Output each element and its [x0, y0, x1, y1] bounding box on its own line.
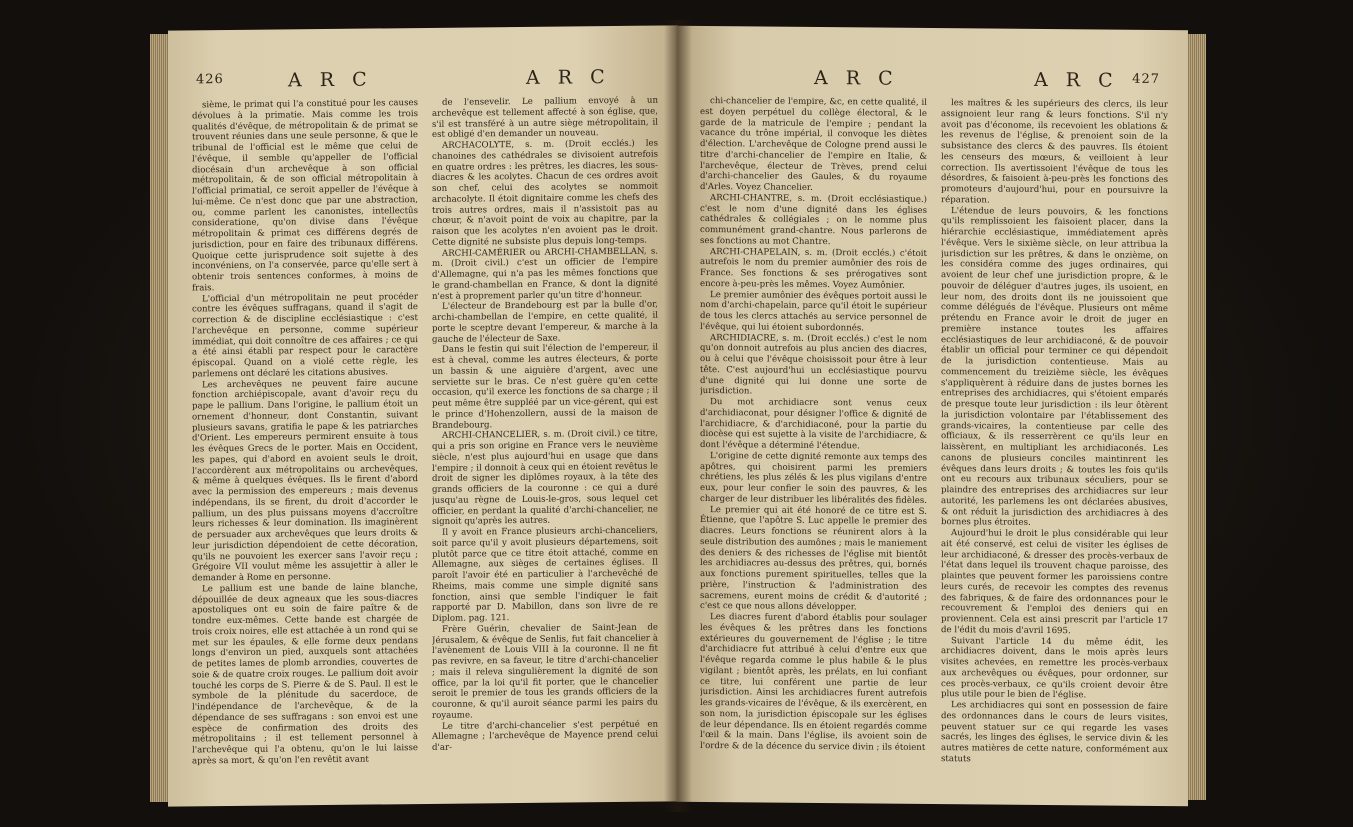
left-page-header [196, 66, 650, 95]
paragraph: sième, le primat qui l'a constitué pour les causes dévolues à la primatie. Mais comme les trois qualités d'évêque, de métropolitain & de primat se trouvent réunies dans une seule personne, & que le tribunal de l'official est le même que celui de l'évêque, il semble qu'appeller de l'official diocésain d'un archevêque à son official métropolitain, & de son official métropolitain à l'official primatial, ce seroit appeller de l'évêque à lui-même. Ce n'est donc que par une abstraction, ou, comme parlent les canonistes, intellectûs consideratione, qu'on divise dans l'évêque métropolitain & primat ces différens degrés de jurisdiction, pour en faire des tribunaux différens. Quoique cette jurisprudence soit sujette à des inconvéniens, on l'a conservée, parce qu'elle sert à obtenir trois sentences conformes, à moins de frais. [192, 98, 418, 294]
paragraph: Dans le festin qui suit l'élection de l'empereur, il est à cheval, comme les autres électeurs, & porte un bassin & une aiguière d'argent, avec une serviette sur le bras. Ce n'est guère qu'en cette occasion, qu'il exerce les fonctions de sa charge ; il peut même être suppléé par un vice-gérent, qui est le prince d'Hohenzollern, aussi de la maison de Brandebourg. [432, 342, 658, 431]
paragraph: Le pallium est une bande de laine blanche, dépouillée de deux agneaux que les sous-diacres apostoliques ont eu soin de faire paître & de tondre eux-mêmes. Cette bande est chargée de trois croix noires, elle est attachée à un rond qui se met sur les épaules, & elle forme deux pendans longs d'environ un pied, auxquels sont attachées de petites lames de plomb arrondies, couvertes de soie & de quatre croix rouges. Le pallium doit avoir touché les corps de S. Pierre & de S. Paul. Il est le symbole de la plénitude du sacerdoce, de l'indépendance de l'archevêque, & de la dépendance de ses suffragans : son envoi est une espèce de confirmation des droits des métropolitains ; il est tellement personnel à l'archevêque qui l'a obtenu, qu'on le lui laisse après sa mort, & qu'on l'en revêtit avant [192, 581, 418, 767]
paragraph: Du mot archidiacre sont venus ceux d'archidiaconat, pour désigner l'office & dignité de l'archidiacre, & d'archidiaconé, pour la partie du diocèse qui est sujette à la visite de l'archidiacre, & dont l'évêque a déterminé l'étendue. [700, 397, 927, 452]
right-page [676, 26, 1188, 806]
paragraph: chi-chancelier de l'empire, &c, en cette qualité, il est doyen perpétuel du collège électoral, & le garde de la matricule de l'empire ; pendant la vacance du trône impérial, il convoque les diètes d'élection. L'archevêque de Cologne prend aussi le titre d'archi-chancelier de l'empire en Italie, & l'archevêque, électeur de Trèves, prend celui d'archi-chancelier des Gaules, & du royaume d'Arles. Voyez Chancelier. [700, 96, 927, 193]
paragraph: L'official d'un métropolitain ne peut procéder contre les évêques suffragans, quand il s'agit de correction & de discipline ecclésiastique : c'est l'archevêque en personne, comme supérieur immédiat, qui doit connoître de ces affaires ; ce qui a été ainsi établi par respect pour le caractère épiscopal. Quand on a violé cette règle, les parlemens ont déclaré les citations abusives. [192, 291, 418, 380]
paragraph: Le titre d'archi-chancelier s'est perpétué en Allemagne ; l'archevêque de Mayence prend celui d'ar- [432, 719, 658, 753]
paragraph: ARCHI-CHANCELIER, s. m. (Droit civil.) ce titre, qui a pris son origine en France vers le neuvième siècle, n'est plus aujourd'hui en usage que dans l'empire ; il donnoit à ceux qui en étoient revêtus le droit de signer les diplômes royaux, à la tête des grands officiers de la couronne : ce qui a duré jusqu'au règne de Louis-le-gros, sous lequel cet officier, en perdant la qualité d'archi-chancelier, ne signoit qu'après les autres. [432, 428, 658, 528]
paragraph: L'électeur de Brandebourg est par la bulle d'or, archi-chambellan de l'empire, en cette qualité, il porte le sceptre devant l'empereur, & marche à la gauche de l'électeur de Saxe. [432, 299, 658, 345]
paragraph: ARCHI-CAMÉRIER ou ARCHI-CHAMBELLAN, s. m. (Droit civil.) c'est un officier de l'empire d'Allemagne, qui n'a pas les mêmes fonctions que le grand-chambellan en France, & dont la dignité n'est à proprement parler qu'un titre d'honneur. [432, 246, 658, 302]
right-page-columns [700, 96, 1168, 796]
paragraph: ARCHI-CHAPELAIN, s. m. (Droit ecclés.) c'étoit autrefois le nom du premier aumônier des rois de France. Ses fonctions & ses prérogatives sont encore à-peu-près les mêmes. Voyez Aumônier. [700, 246, 927, 291]
paragraph: Le premier qui ait été honoré de ce titre est S. Étienne, que l'apôtre S. Luc appelle le premier des diacres. Leurs fonctions se réunirent alors à la seule distribution des aumônes ; mais le maniement des deniers & des richesses de l'église mit bientôt les archidiacres au-dessus des prêtres, qui, bornés aux fonctions purement spirituelles, telles que la prière, l'instruction & l'administration des sacremens, eurent moins de crédit & d'autorité ; c'est ce que nous allons développer. [700, 504, 927, 613]
running-head: A R C [526, 66, 611, 89]
paragraph: ARCHACOLYTE, s. m. (Droit ecclés.) les chanoines des cathédrales se divisoient autrefois en quatre ordres : les prêtres, les diacres, les sous-diacres & les acolytes. Chacun de ces ordres avoit son chef, celui des acolytes se nommoit archacolyte. Il étoit dignitaire comme les chefs des trois autres ordres, mais il n'assistoit pas au chœur, & n'avoit point de voix au chapitre, par la raison que les acolytes n'en avoient pas le droit. Cette dignité ne subsiste plus depuis long-temps. [432, 138, 658, 248]
paragraph: Le premier aumônier des évêques portoit aussi le nom d'archi-chapelain, parce qu'il étoit le supérieur de tous les clercs attachés au service personnel de l'évêque, qui lui étoient subordonnés. [700, 289, 927, 334]
left-page-columns [192, 96, 658, 797]
paragraph: ARCHIDIACRE, s. m. (Droit ecclés.) c'est le nom qu'on donnoit autrefois au plus ancien des diacres, ou à celui que l'évêque choisissoit pour être à leur tête. C'est aujourd'hui un ecclésiastique pourvu d'une dignité qui lui donne une sorte de jurisdiction. [700, 332, 927, 397]
text-column-1 [700, 96, 927, 794]
right-page-header [704, 66, 1160, 94]
paragraph: Les diacres furent d'abord établis pour soulager les évêques & les prêtres dans les fonctions extérieures du gouvernement de l'église ; le titre d'archidiacre fut attribué à celui d'entre eux que l'évêque regarda comme le plus habile & le plus vigilant ; bientôt après, les prélats, en lui confiant ce titre, lui conférent une partie de leur jurisdiction. Ainsi les archidiacres furent autrefois les grands-vicaires de l'évêque, & ils exercèrent, en son nom, la jurisdiction épiscopale sur les églises de leur dépendance. Ils en étoient regardés comme l'œil & la main. Dans l'église, ils avoient soin de l'ordre & de la décence du service divin ; ils étoient [700, 612, 927, 753]
page-number-left: 426 [196, 72, 224, 88]
left-page-edge [150, 34, 170, 802]
paragraph: Les archidiacres qui sont en possession de faire des ordonnances dans le cours de leurs visites, peuvent statuer sur ce qui regarde les vases sacrés, les linges des églises, le service divin & les autres matières de cette nature, conformément aux statuts [941, 700, 1168, 765]
page-number-right: 427 [1132, 71, 1160, 87]
paragraph: L'origine de cette dignité remonte aux temps des apôtres, qui choisirent parmi les premiers chrétiens, les plus zélés & les plus vigilans d'entre eux, pour leur confier le soin des pauvres, & les charger de leur distribuer les libéralités des fidèles. [700, 450, 927, 506]
paragraph: Suivant l'article 14 du même édit, les archidiacres doivent, dans le mois après leurs visites achevées, en remettre les procès-verbaux aux archevêques ou évêques, pour ordonner, sur ces procès-verbaux, ce qu'ils croient devoir être plus utile pour le bien de l'église. [941, 635, 1168, 701]
paragraph: les maîtres & les supérieurs des clercs, ils leur assignoient leur rang & leurs fonctions. S'il n'y avoit pas d'économe, ils recevoient les oblations & les revenus de l'église, & prenoient soin de la subsistance des clercs & des pauvres. Ils étoient les censeurs des mœurs, & veilloient à leur correction. Ils avertissoient l'évêque de tous les désordres, & faisoient à-peu-près les fonctions des promoteurs d'aujourd'hui, pour en poursuivre la réparation. [941, 98, 1168, 206]
left-page [168, 25, 678, 806]
paragraph: Frère Guérin, chevalier de Saint-Jean de Jérusalem, & évêque de Senlis, fut fait chancelier à l'avènement de Louis VIII à la couronne. Il ne fit pas revivre, en sa faveur, le titre d'archi-chancelier ; mais il releva singulièrement la dignité de son office, par la loi qu'il fit porter, que le chancelier seroit le premier de tous les grands officiers de la couronne, & qu'il auroit séance parmi les pairs du royaume. [432, 622, 658, 721]
text-column-1 [192, 98, 418, 796]
running-head: A R C [814, 66, 899, 90]
paragraph: de l'ensevelir. Le pallium envoyé à un archevêque est tellement affecté à son église, que, s'il est transféré à un autre siège métropolitain, il est obligé d'en demander un nouveau. [432, 95, 658, 141]
paragraph: L'étendue de leurs pouvoirs, & les fonctions qu'ils remplissoient les faisoient placer, dans la hiérarchie ecclésiastique, immédiatement après l'évêque. Vers le sixième siècle, on leur attribua la jurisdiction sur les prêtres, & dans le onzième, on les considéra comme des juges ordinaires, qui avoient de leur chef une jurisdiction propre, & le pouvoir de déléguer d'autres juges, ils usoient, en leur nom, des droits dont ils ne jouissoient que comme délégués de l'évêque. Plusieurs ont même prétendu en France avoir le droit de juger en première instance toutes les affaires ecclésiastiques de leur archidiaconé, & de pouvoir établir un official pour terminer ce qui dépendoit de la jurisdiction contentieuse. Mais au commencement du treizième siècle, les évêques s'appliquèrent à réduire dans de justes bornes les entreprises des archidiacres, qui s'étoient emparés de presque toute leur jurisdiction : ils leur ôtèrent la jurisdiction volontaire par l'établissement des grands-vicaires, la contentieuse par celle des officiaux, & ils resserrèrent ce qu'ils leur en laissèrent, en multipliant les archidiaconés. Les canons de plusieurs conciles maintinrent les évêques dans leurs droits ; & toutes les fois qu'ils ont eu recours aux tribunaux séculiers, pour se plaindre des entreprises des archidiacres sur leur autorité, les parlemens les ont déclarées abusives, & ont réduit la jurisdiction des archidiacres à des bornes plus étroites. [941, 205, 1168, 529]
paragraph: Aujourd'hui le droit le plus considérable qui leur ait été conservé, est celui de visiter les églises de leur archidiaconé, & dresser des procès-verbaux de l'état dans lequel ils trouvent chaque paroisse, des plaintes que peuvent former les paroissiens contre leurs curés, de recevoir les comptes des revenus des fabriques, & de faire des ordonnances pour le recouvrement & l'emploi des deniers qui en proviennent. Cela est ainsi prescrit par l'article 17 de l'édit du mois d'avril 1695. [941, 528, 1168, 636]
running-head: A R C [1034, 68, 1119, 92]
paragraph: Il y avoit en France plusieurs archi-chanceliers, soit parce qu'il y avoit plusieurs départemens, soit plutôt parce que ce titre étoit attaché, comme en Allemagne, aux sièges de certaines églises. Il paroît l'avoir été en particulier à l'archevêché de Rheims, mais comme une simple dignité sans fonction, ainsi que semble l'indiquer le fait rapporté par D. Mabillon, dans son livre de re Diplom. pag. 121. [432, 525, 658, 624]
running-head: A R C [288, 68, 373, 92]
paragraph: Les archevêques ne peuvent faire aucune fonction archiépiscopale, avant d'avoir reçu du pape le pallium. Dans l'origine, le pallium étoit un ornement d'honneur, dont Constantin, suivant plusieurs savans, gratifia le pape & les patriarches d'Orient. Les empereurs permirent ensuite à tous les évêques Grecs de le porter. Mais en Occident, les papes, qui d'abord en avoient seuls le droit, l'accordèrent aux métropolitains ou archevêques, & même à quelques évêques. Ils le firent d'abord avec la permission des empereurs ; mais devenus indépendans, ils se firent, du droit d'accorder le pallium, un des plus puissans moyens d'accroître leurs richesses & leur domination. Ils imaginèrent de persuader aux archevêques que leurs droits & leur jurisdiction dépendoient de cette décoration, qu'ils ne pouvoient les exercer sans l'avoir reçu ; Grégoire VII voulut même les assujettir à aller le demander à Rome en personne. [192, 377, 418, 584]
paragraph: ARCHI-CHANTRE, s. m. (Droit ecclésiastique.) c'est le nom d'une dignité dans les églises cathédrales & collégiales ; on le nomme plus communément grand-chantre. Nous parlerons de ses fonctions au mot Chantre. [700, 192, 927, 247]
text-column-2 [432, 96, 658, 794]
right-page-edge [1186, 34, 1206, 800]
text-column-2 [941, 98, 1168, 796]
book-gutter [664, 20, 692, 812]
